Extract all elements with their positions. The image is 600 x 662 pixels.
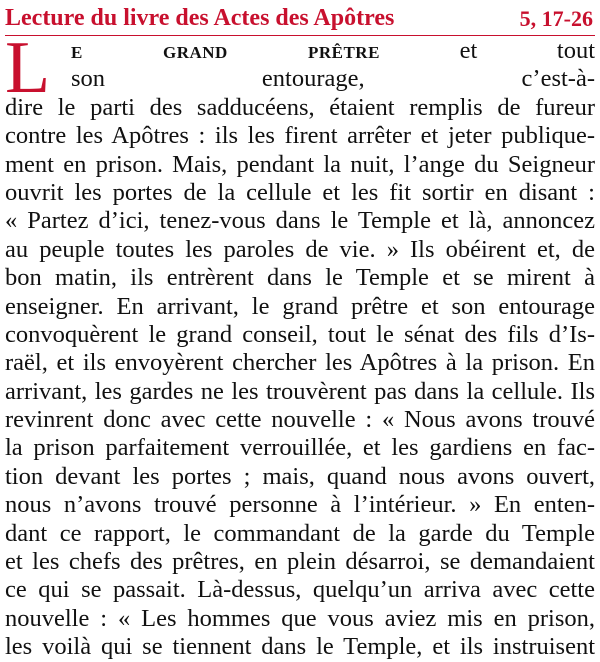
text-line: bon matin, ils entrèrent dans le Temple et se mirent à <box>5 264 595 292</box>
text-line: « Partez d’ici, tenez-vous dans le Temple et là, annoncez <box>5 207 595 235</box>
opening-small-caps: e grand prêtre <box>71 37 380 64</box>
text-line: nouvelle : « Les hommes que vous aviez mis en prison, <box>5 604 595 632</box>
reading-body <box>5 27 595 662</box>
text-line: au peuple toutes les paroles de vie. » Ils obéirent et, de <box>5 235 595 263</box>
text-line: et les chefs des prêtres, en plein désarroi, se demandaient <box>5 548 595 576</box>
text-line <box>5 37 595 65</box>
text-line: convoquèrent le grand conseil, tout le sénat des fils d’Is- <box>5 320 595 348</box>
text-line: ce qui se passait. Là-dessus, quelqu’un arriva avec cette <box>5 576 595 604</box>
text-line: la prison parfaitement verrouillée, et les gardiens en fac- <box>5 434 595 462</box>
text-line: tion devant les portes ; mais, quand nous avons ouvert, <box>5 462 595 490</box>
text-line: les voilà qui se tiennent dans le Temple, et ils instruisent <box>5 633 595 661</box>
text-line: dant ce rapport, le commandant de la garde du Temple <box>5 519 595 547</box>
text-line-content: et tout <box>379 37 595 64</box>
text-line: nous n’avons trouvé personne à l’intérieur. » En enten- <box>5 491 595 519</box>
scripture-reference: 5, 17-26 <box>519 6 593 31</box>
text-line: revinrent donc avec cette nouvelle : « Nous avons trouvé <box>5 406 595 434</box>
reading-header <box>5 2 595 36</box>
text-line: enseigner. En arrivant, le grand prêtre et son entourage <box>5 292 595 320</box>
text-line: arrivant, les gardes ne les trouvèrent pas dans la cellule. Ils <box>5 377 595 405</box>
drop-cap: L <box>5 27 51 109</box>
reading-title: Lecture du livre des Actes des Apôtres <box>5 5 395 31</box>
text-line: raël, et ils envoyèrent chercher les Apôtres à la prison. En <box>5 349 595 377</box>
text-line: son entourage, c’est-à- <box>71 65 595 93</box>
text-line: ment en prison. Mais, pendant la nuit, l’ange du Seigneur <box>5 150 595 178</box>
text-line: contre les Apôtres : ils les firent arrêter et jeter publique- <box>5 122 595 150</box>
text-line: ouvrit les portes de la cellule et les fit sortir en disant : <box>5 178 595 206</box>
text-line: dire le parti des sadducéens, étaient remplis de fureur <box>5 93 595 121</box>
